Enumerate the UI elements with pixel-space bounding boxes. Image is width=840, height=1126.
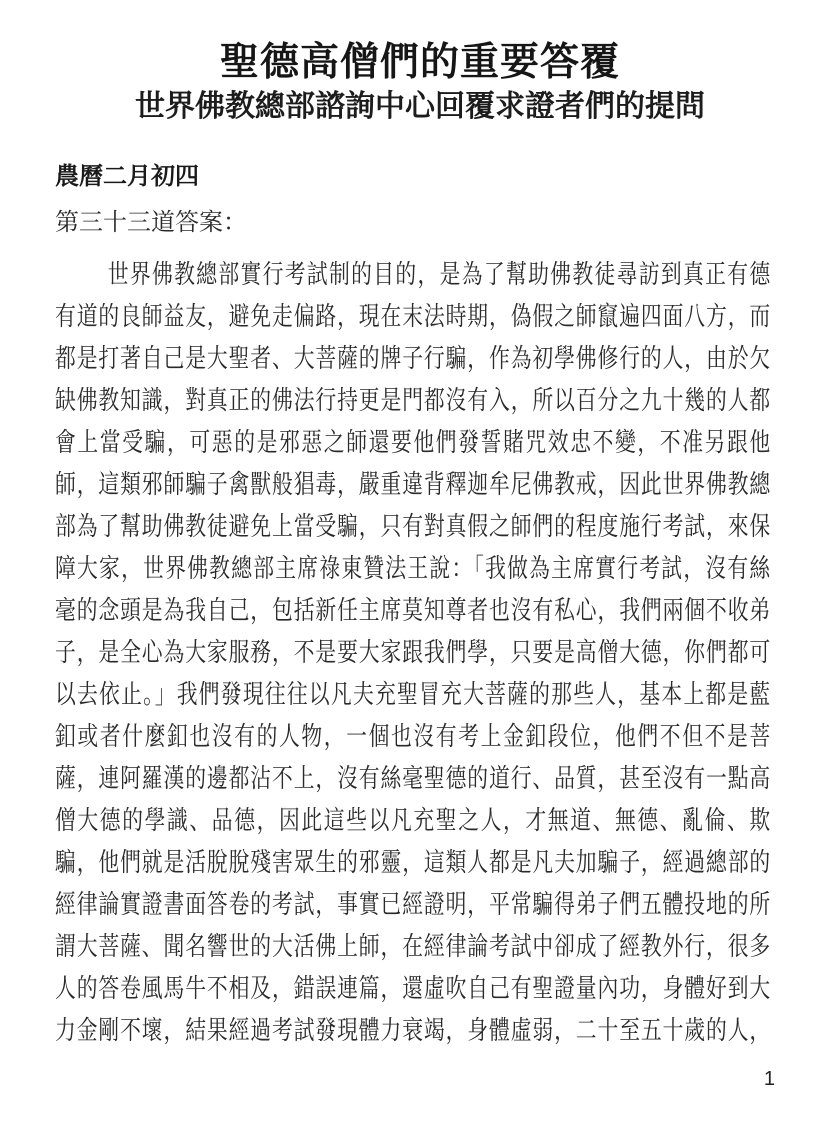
page-number: 1 [763,1068,775,1090]
body-line: 有道的良師益友，避免走偏路，現在末法時期，偽假之師竄遍四面八方，而 [55,302,771,331]
body-line: 子，是全心為大家服務，不是要大家跟我們學，只要是高僧大德，你們都可 [55,638,771,667]
body-line: 世界佛教總部實行考試制的目的，是為了幫助佛教徒尋訪到真正有德 [107,260,771,289]
body-line: 師，這類邪師騙子禽獸般猖毒，嚴重違背釋迦牟尼佛教戒，因此世界佛教總 [55,470,771,499]
body-line: 人的答卷風馬牛不相及，錯誤連篇，還虛吹自己有聖證量內功，身體好到大 [55,974,771,1003]
body-line: 謂大菩薩、聞名響世的大活佛上師，在經律論考試中卻成了經教外行，很多 [55,932,771,961]
date-heading: 農曆二月初四 [55,164,199,190]
answer-body [55,254,770,1052]
body-line: 經律論實證書面答卷的考試，事實已經證明，平常騙得弟子們五體投地的所 [55,890,771,919]
body-line: 力金剛不壞，結果經過考試發現體力衰竭，身體虛弱，二十至五十歲的人， [55,1016,771,1045]
body-line: 障大家，世界佛教總部主席祿東贊法王說：「我做為主席實行考試，沒有絲 [55,554,771,583]
body-line: 會上當受騙，可惡的是邪惡之師還要他們發誓賭咒效忠不變，不准另跟他 [55,428,771,457]
body-line: 毫的念頭是為我自己，包括新任主席莫知尊者也沒有私心，我們兩個不收弟 [55,596,771,625]
body-line: 以去依止。」我們發現往往以凡夫充聖冒充大菩薩的那些人，基本上都是藍 [55,680,771,709]
body-line: 缺佛教知識，對真正的佛法行持更是門都沒有入，所以百分之九十幾的人都 [55,386,771,415]
answer-heading: 第三十三道答案： [55,210,247,236]
document-title: 聖德高僧們的重要答覆 [219,41,620,84]
body-line: 釦或者什麼釦也沒有的人物，一個也沒有考上金釦段位，他們不但不是菩 [55,722,771,751]
body-line: 薩，連阿羅漢的邊都沾不上，沒有絲毫聖德的道行、品質，甚至沒有一點高 [55,764,771,793]
document-subtitle: 世界佛教總部諮詢中心回覆求證者們的提問 [135,90,705,123]
body-line: 都是打著自己是大聖者、大菩薩的牌子行騙，作為初學佛修行的人，由於欠 [55,344,771,373]
body-line: 騙，他們就是活脫脫殘害眾生的邪靈，這類人都是凡夫加騙子，經過總部的 [55,848,771,877]
body-line: 部為了幫助佛教徒避免上當受騙，只有對真假之師們的程度施行考試，來保 [55,512,771,541]
body-line: 僧大德的學識、品德，因此這些以凡充聖之人，才無道、無德、亂倫、欺 [55,806,771,835]
